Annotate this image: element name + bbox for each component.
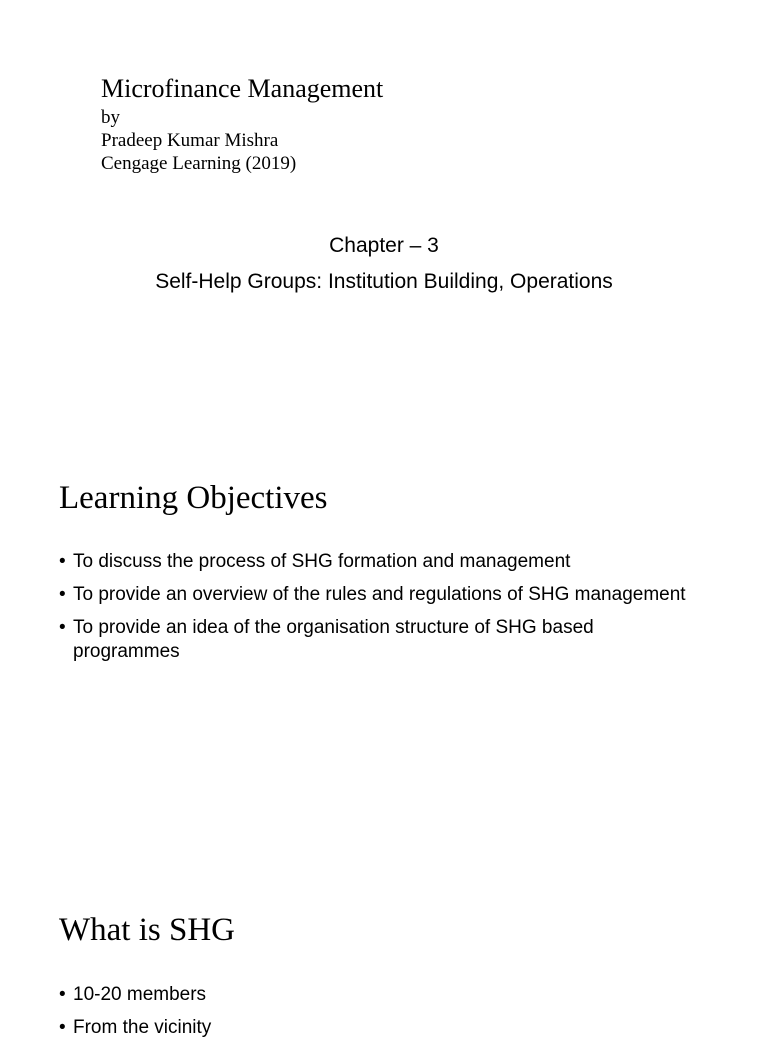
shg-list: [59, 983, 699, 1049]
list-item-text: To discuss the process of SHG formation and management: [73, 551, 571, 572]
by-label: by: [101, 107, 120, 128]
bullet-icon: •: [59, 584, 66, 605]
book-title: Microfinance Management: [101, 74, 384, 103]
chapter-title: Self-Help Groups: Institution Building, Operations: [155, 270, 613, 293]
slide-heading: What is SHG: [59, 912, 235, 948]
bullet-icon: •: [59, 617, 66, 638]
list-item-text: 10-20 members: [73, 984, 207, 1005]
bullet-icon: •: [59, 1017, 66, 1038]
list-item: [59, 550, 699, 574]
list-item: [59, 583, 699, 607]
list-item-text: To provide an overview of the rules and regulations of SHG management: [73, 584, 686, 605]
title-slide: [0, 0, 768, 430]
list-item: [59, 616, 699, 664]
objectives-slide: [0, 430, 768, 860]
list-item: [59, 1016, 699, 1040]
chapter-number: Chapter – 3: [329, 234, 439, 257]
objectives-list: [59, 550, 699, 673]
publisher: Cengage Learning (2019): [101, 153, 297, 174]
author-name: Pradeep Kumar Mishra: [101, 130, 279, 151]
list-item-text: To provide an idea of the organisation structure of SHG based programmes: [73, 617, 594, 662]
what-is-shg-slide: [0, 860, 768, 1038]
list-item: [59, 983, 699, 1007]
bullet-icon: •: [59, 551, 66, 572]
list-item-text: From the vicinity: [73, 1017, 212, 1038]
slide-heading: Learning Objectives: [59, 480, 328, 516]
chapter-info: [0, 228, 768, 300]
book-info: [101, 72, 383, 175]
bullet-icon: •: [59, 984, 66, 1005]
